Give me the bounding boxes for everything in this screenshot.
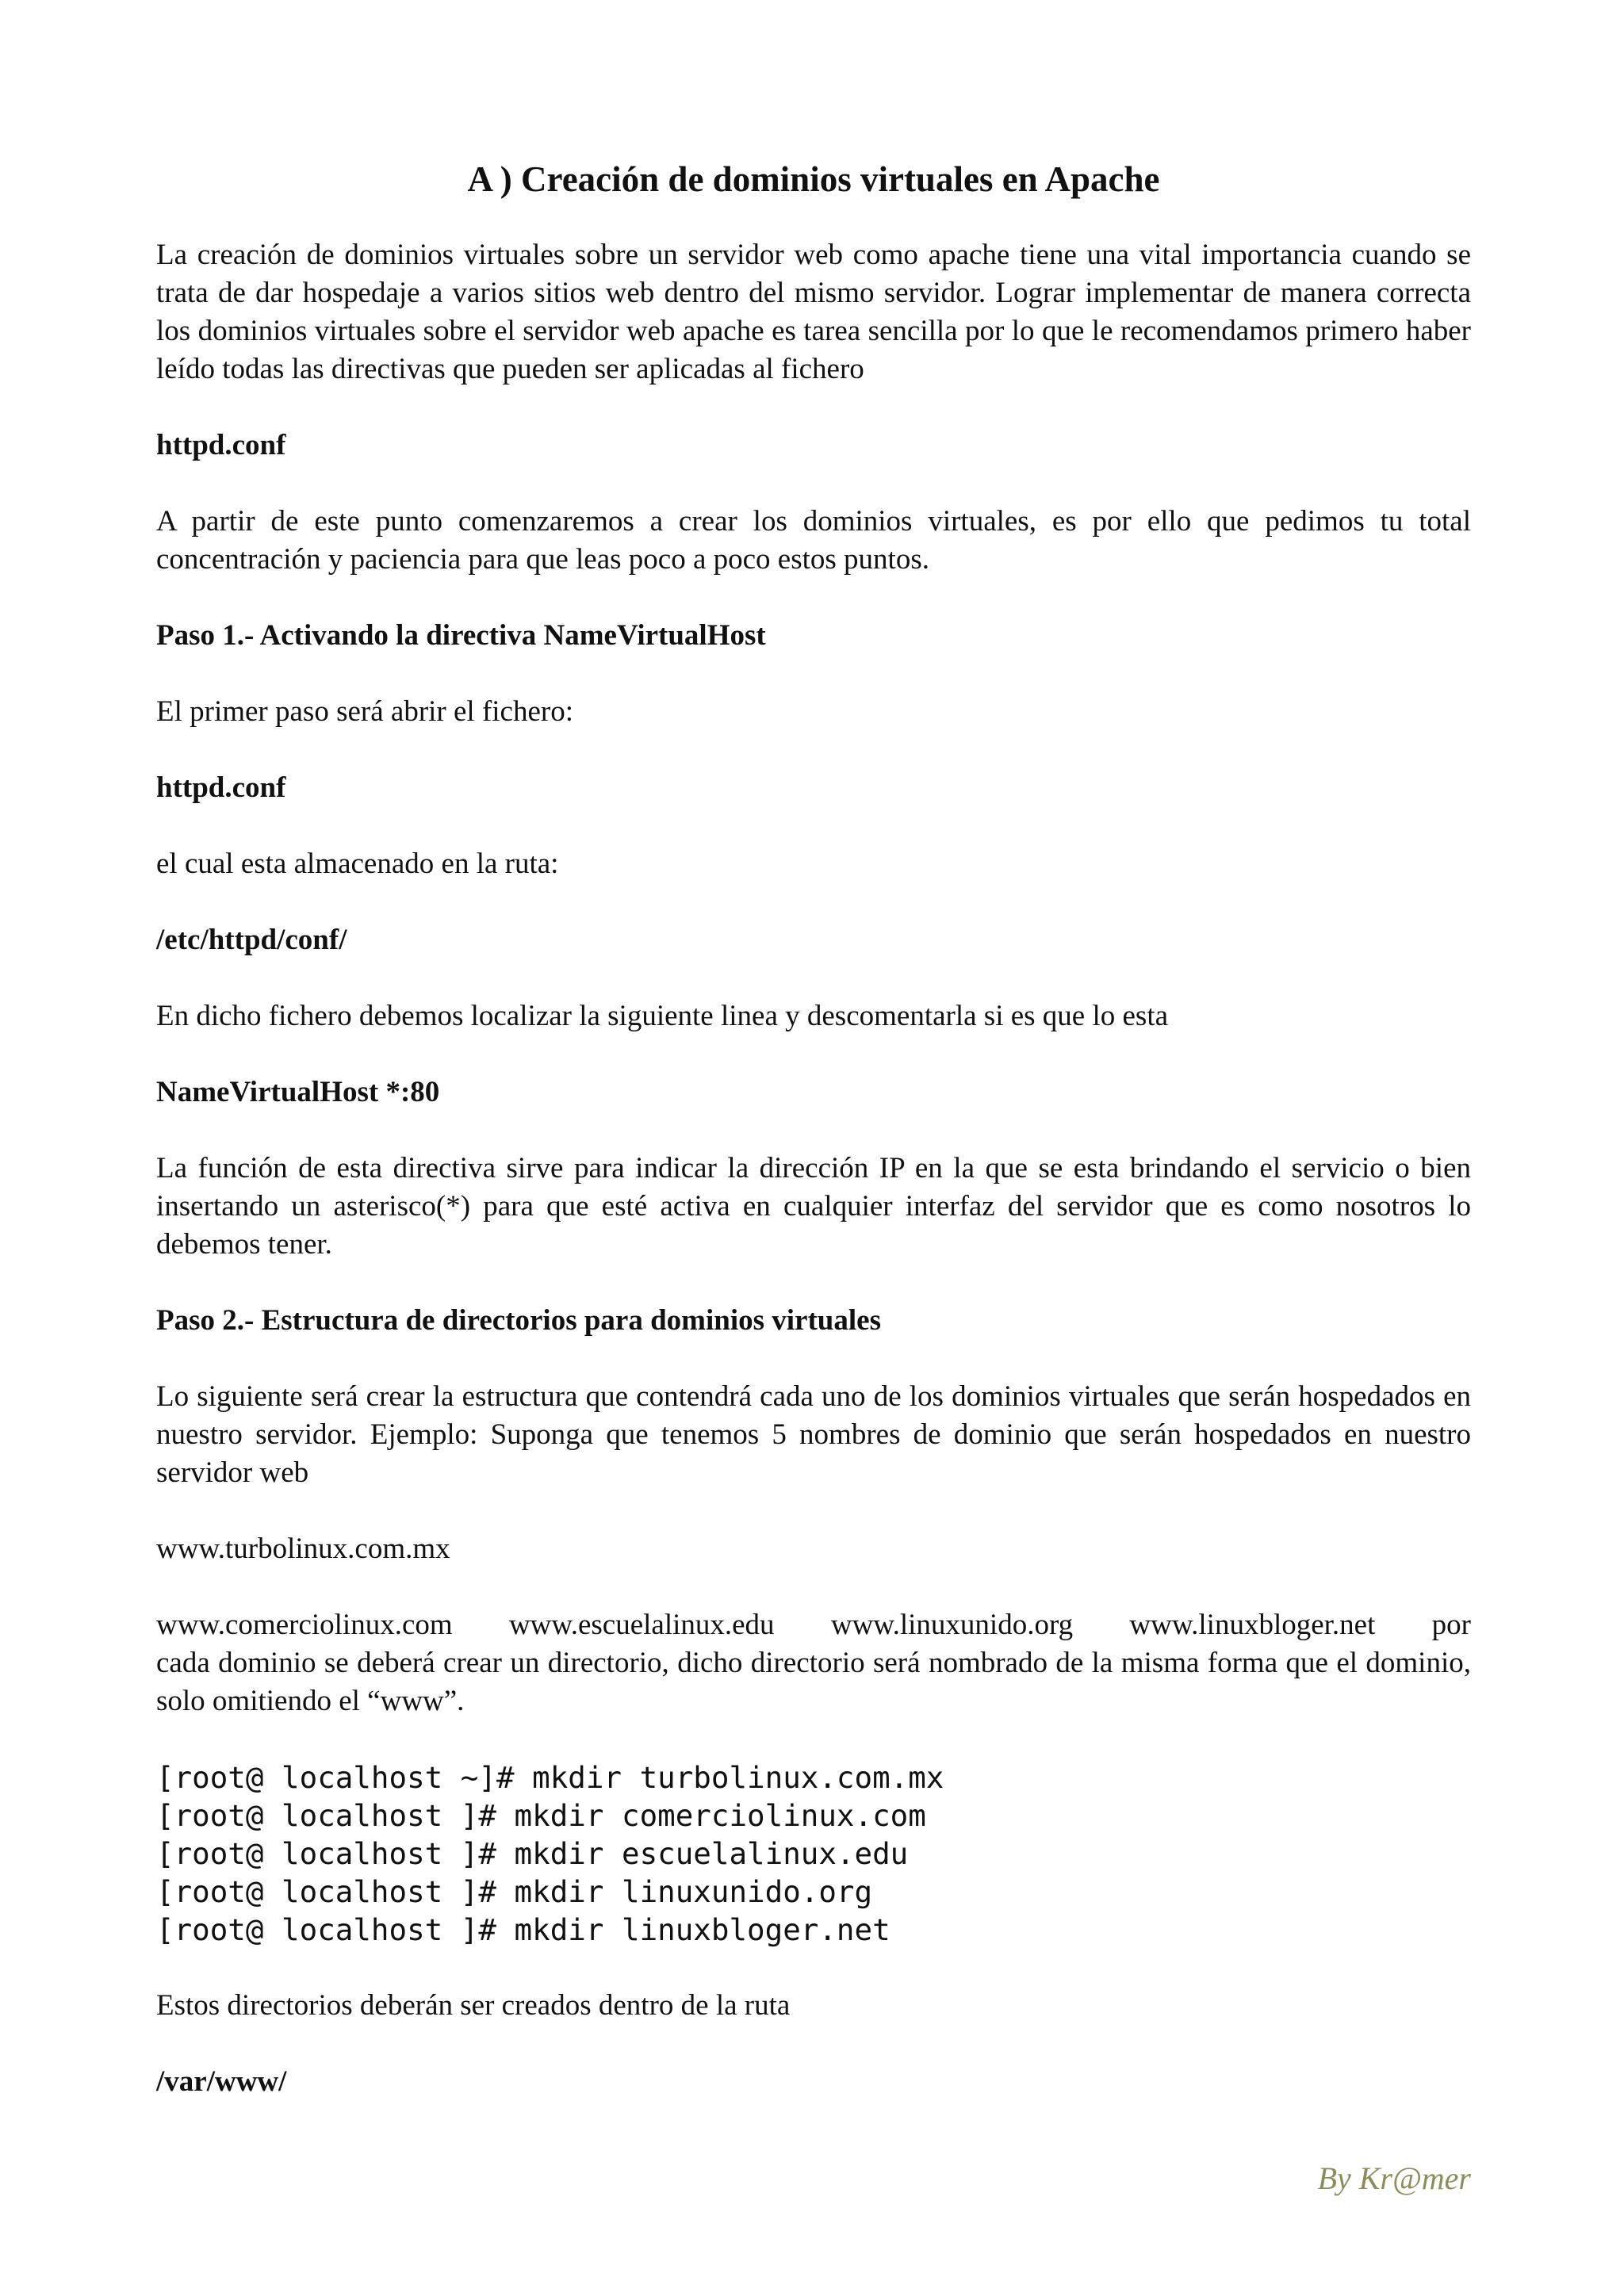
path-etc-httpd-conf: /etc/httpd/conf/ xyxy=(156,924,347,956)
file-name-httpd-conf-2: httpd.conf xyxy=(156,771,286,804)
document-page xyxy=(156,155,1471,2139)
document-title: A ) Creación de dominios virtuales en Apache xyxy=(467,159,1160,199)
file-name-httpd-conf: httpd.conf xyxy=(156,429,286,461)
step-1-text: El primer paso será abrir el fichero: xyxy=(156,695,573,728)
command-line: [root@ localhost ~]# mkdir turbolinux.com.mx xyxy=(156,1760,944,1795)
step-2-text: Lo siguiente será crear la estructura que contendrá cada uno de los dominios virtuales que serán hospedados en nuestro servidor. Ejemplo: Suponga que tenemos 5 nombres de dominio que serán hospedados en nuestro servidor web xyxy=(156,1380,1471,1489)
command-block xyxy=(156,1758,1471,1949)
command-line: [root@ localhost ]# mkdir linuxbloger.net xyxy=(156,1912,891,1947)
domain-item: www.escuelalinux.edu xyxy=(508,1609,775,1641)
footer-author: By Kr@mer xyxy=(1317,2160,1471,2196)
locate-text: En dicho fichero debemos localizar la siguiente linea y descomentarla si es que lo esta xyxy=(156,1000,1169,1032)
path-var-www: /var/www/ xyxy=(156,2065,287,2098)
directive-namevirtualhost: NameVirtualHost *:80 xyxy=(156,1076,440,1108)
step-2-heading: Paso 2.- Estructura de directorios para dominios virtuales xyxy=(156,1304,881,1337)
domains-line xyxy=(156,1606,1471,1644)
intro-paragraph: La creación de dominios virtuales sobre un servidor web como apache tiene una vital importancia cuando se trata de dar hospedaje a varios sitios web dentro del mismo servidor. Lograr implementar de manera correcta los dominios virtuales sobre el servidor web apache es tarea sencilla por lo que le recomendamos primero haber leído todas las directivas que pueden ser aplicadas al fichero xyxy=(156,239,1471,385)
domains-rest: cada dominio se deberá crear un directorio, dicho directorio será nombrado de la misma forma que el dominio, solo omitiendo el “www”. xyxy=(156,1647,1471,1717)
path-intro: el cual esta almacenado en la ruta: xyxy=(156,848,559,880)
domain-item: por xyxy=(1431,1609,1471,1641)
paragraph-start: A partir de este punto comenzaremos a crear los dominios virtuales, es por ello que pedimos tu total concentración y paciencia para que leas poco a poco estos puntos. xyxy=(156,505,1471,576)
command-line: [root@ localhost ]# mkdir escuelalinux.edu xyxy=(156,1836,909,1871)
command-line: [root@ localhost ]# mkdir comerciolinux.com xyxy=(156,1798,926,1833)
domain-first: www.turbolinux.com.mx xyxy=(156,1533,450,1565)
domain-item: www.linuxbloger.net xyxy=(1129,1609,1376,1641)
directive-description: La función de esta directiva sirve para indicar la dirección IP en la que se esta brindando el servicio o bien insertando un asterisco(*) para que esté activa en cualquier interfaz del servidor que es como nosotros lo debemos tener. xyxy=(156,1152,1471,1261)
dirs-text: Estos directorios deberán ser creados dentro de la ruta xyxy=(156,1989,791,2022)
domains-paragraph xyxy=(156,1606,1471,1720)
step-1-heading: Paso 1.- Activando la directiva NameVirtualHost xyxy=(156,619,766,652)
command-line: [root@ localhost ]# mkdir linuxunido.org xyxy=(156,1874,873,1909)
domain-item: www.linuxunido.org xyxy=(830,1609,1074,1641)
domain-item: www.comerciolinux.com xyxy=(156,1609,453,1641)
